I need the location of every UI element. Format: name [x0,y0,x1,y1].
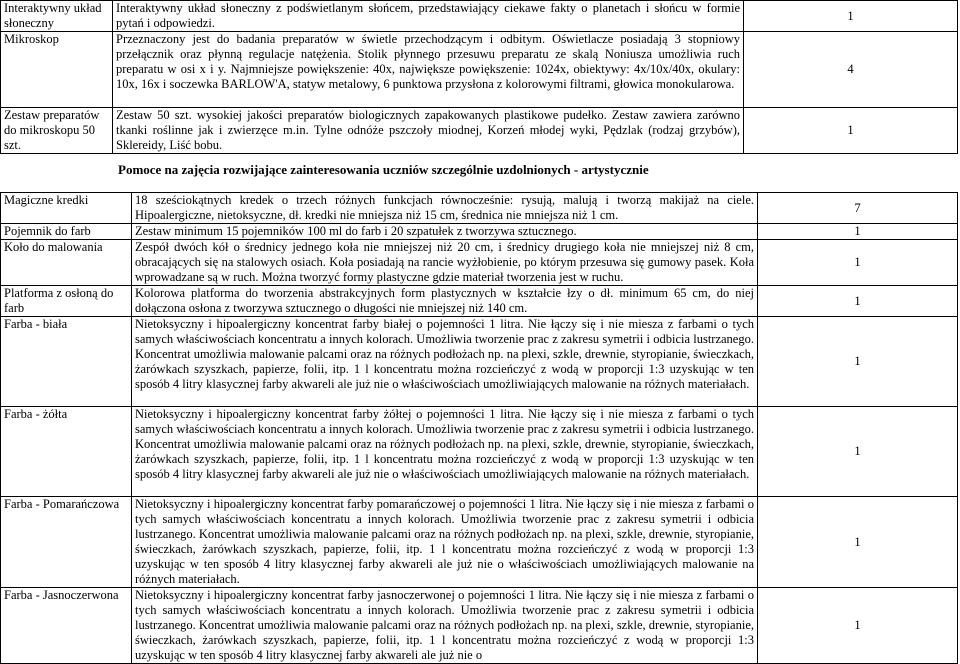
top-equipment-table [0,0,958,154]
item-name: Koło do malowania [1,240,132,286]
item-description: Przeznaczony jest do badania preparatów w świetle przechodzącym i odbitym. Oświetlacze posiadają 3 stopniowy przełącznik oraz płynną regulacje natężenia. Stolik płynnego przesuwu preparatu ze skalą Noniusza umożliwia ruch preparatu w osi x i y. Najmniejsze powiększenie: 40x, największe powiększenie: 1024x, obiektywy: 4x/10x/40x, okulary: 10x, 16x i soczewka BARLOW'A, statyw metalowy, 6 punktowa przysłona z kolorowymi filtrami, głowica monokularowa. [113,32,744,108]
item-name: Interaktywny układ słoneczny [1,1,113,32]
item-quantity: 1 [758,497,958,588]
item-quantity: 1 [758,317,958,407]
item-name: Farba - żółta [1,407,132,497]
item-name: Pojemnik do farb [1,224,132,240]
table-row [1,588,958,664]
item-description: Nietoksyczny i hipoalergiczny koncentrat farby jasnoczerwonej o pojemności 1 litra. Nie łączy się i nie miesza z farbami o tych samych właściwościach koncentratu a innych kolorach. Umożliwia tworzenie prac z zakresu symetrii i odbicia lustrzanego. Koncentrat umożliwia malowanie palcami oraz na różnych podłożach np. na plexi, szkle, drewnie, styropianie, świeczkach, żarówkach szyszkach, papierze, folii, itp. 1 l koncentratu można rozcieńczyć z wodą w proporcji 1:3 uzyskując w ten sposób 4 litry klasycznej farby akwareli ale już nie o [132,588,758,664]
item-quantity: 7 [758,193,958,224]
table-row [1,317,958,407]
item-description: Nietoksyczny i hipoalergiczny koncentrat farby białej o pojemności 1 litra. Nie łączy się i nie miesza z farbami o tych samych właściwościach koncentratu a innych kolorach. Umożliwia tworzenie prac z zakresu symetrii i odbicia lustrzanego. Koncentrat umożliwia malowanie palcami oraz na różnych podłożach np. na plexi, szkle, drewnie, styropianie, świeczkach, żarówkach szyszkach, papierze, folii, itp. 1 l koncentratu można rozcieńczyć z wodą w proporcji 1:3 uzyskując w ten sposób 4 litry klasycznej farby akwareli ale już nie o właściwościach umożliwiających malowanie na różnych materiałach. [132,317,758,407]
item-description: Nietoksyczny i hipoalergiczny koncentrat farby pomarańczowej o pojemności 1 litra. Nie łączy się i nie miesza z farbami o tych samych właściwościach koncentratu a innych kolorach. Umożliwia tworzenie prac z zakresu symetrii i odbicia lustrzanego. Koncentrat umożliwia malowanie palcami oraz na różnych podłożach np. na plexi, szkle, drewnie, styropianie, świeczkach, żarówkach szyszkach, papierze, folii, itp. 1 l koncentratu można rozcieńczyć z wodą w proporcji 1:3 uzyskując w ten sposób 4 litry klasycznej farby akwareli ale już nie o właściwościach umożliwiających malowanie na różnych materiałach. [132,497,758,588]
item-quantity: 1 [758,407,958,497]
item-description: Kolorowa platforma do tworzenia abstrakcyjnych form plastycznych w kształcie łzy o dł. minimum 65 cm, do niej dołączona osłona z tworzywa sztucznego o długości nie mniejszej niż 140 cm. [132,286,758,317]
table-row [1,224,958,240]
item-name: Platforma z osłoną do farb [1,286,132,317]
item-quantity: 1 [744,1,958,32]
table-row [1,240,958,286]
item-description: 18 sześciokątnych kredek o trzech różnych funkcjach równocześnie: rysują, malują i tworzą makijaż na ciele. Hipoalergiczne, nietoksyczne, dł. kredki nie mniejsza niż 15 cm, średnica nie mniejsza niż 1 cm. [132,193,758,224]
item-description: Nietoksyczny i hipoalergiczny koncentrat farby żółtej o pojemności 1 litra. Nie łączy się i nie miesza z farbami o tych samych właściwościach koncentratu a innych kolorach. Umożliwia tworzenie prac z zakresu symetrii i odbicia lustrzanego. Koncentrat umożliwia malowanie palcami oraz na różnych podłożach np. na plexi, szkle, drewnie, styropianie, świeczkach, żarówkach szyszkach, papierze, folii, itp. 1 l koncentratu można rozcieńczyć z wodą w proporcji 1:3 uzyskując w ten sposób 4 litry klasycznej farby akwareli ale już nie o właściwościach umożliwiających malowanie na różnych materiałach. [132,407,758,497]
item-name: Magiczne kredki [1,193,132,224]
table-row [1,286,958,317]
item-name: Farba - biała [1,317,132,407]
item-name: Farba - Pomarańczowa [1,497,132,588]
table-row [1,497,958,588]
item-quantity: 4 [744,32,958,108]
table-row [1,32,958,108]
item-quantity: 1 [758,224,958,240]
table-row [1,193,958,224]
table-row [1,407,958,497]
item-description: Interaktywny układ słoneczny z podświetlanym słońcem, przedstawiający ciekawe fakty o planetach i słońcu w formie pytań i odpowiedzi. [113,1,744,32]
item-description: Zestaw minimum 15 pojemników 100 ml do farb i 20 szpatułek z tworzywa sztucznego. [132,224,758,240]
table-row [1,108,958,154]
item-description: Zespół dwóch kół o średnicy jednego koła nie mniejszej niż 20 cm, i średnicy drugiego koła nie mniejszej niż 8 cm, obracających się na stalowych osiach. Koła posiadają na rancie wyżłobienie, po którym przesuwa się gumowy pasek. Koła wprowadzane są w ruch. Można tworzyć formy plastyczne gdzie materiał tworzenia jest w ruchu. [132,240,758,286]
item-quantity: 1 [758,286,958,317]
table-row [1,1,958,32]
item-quantity: 1 [744,108,958,154]
item-name: Zestaw preparatów do mikroskopu 50 szt. [1,108,113,154]
art-supplies-table [0,192,958,664]
item-quantity: 1 [758,588,958,664]
item-name: Mikroskop [1,32,113,108]
item-name: Farba - Jasnoczerwona [1,588,132,664]
item-quantity: 1 [758,240,958,286]
section-heading: Pomoce na zajęcia rozwijające zainteresowania uczniów szczególnie uzdolnionych - artystycznie [118,162,649,177]
item-description: Zestaw 50 szt. wysokiej jakości preparatów biologicznych zapakowanych plastikowe pudełko. Zestaw zawiera zarówno tkanki roślinne jak i zwierzęce m.in. Tylne odnóże pszczoły miodnej, Korzeń młodej wyki, Pędzlak (rodzaj grzybów), Sklereidy, Liść bobu. [113,108,744,154]
